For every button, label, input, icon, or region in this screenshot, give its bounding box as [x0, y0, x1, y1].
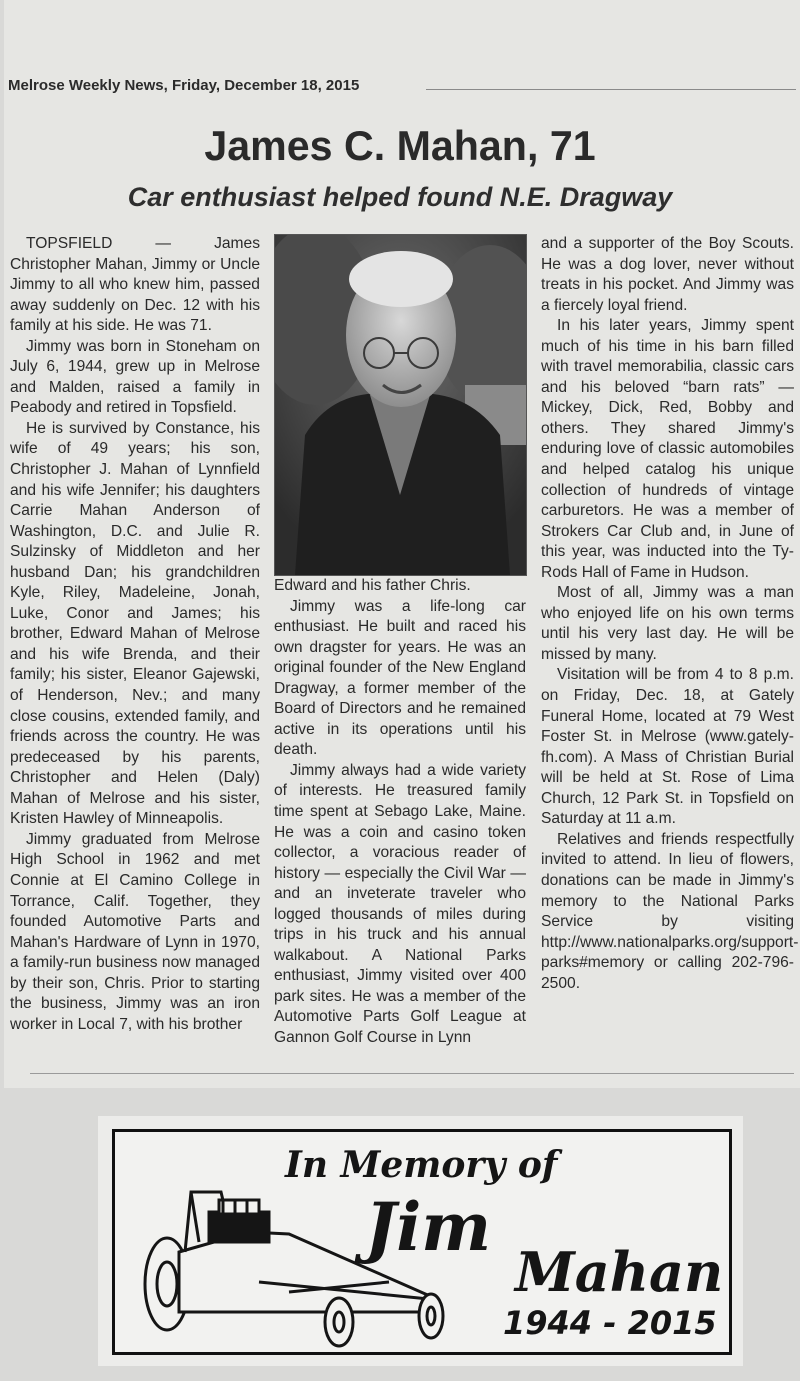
paragraph: Jimmy graduated from Melrose High School in 1962 and met Connie at El Camino College in Torrance, Calif. Together, they founded Automotive Parts and Mahan's Hardware of Lynn in 1970, a family-run business now managed by their son, Chris. Prior to starting the business, Jimmy was an iron worker in Local 7, with his brother [10, 830, 260, 1033]
masthead: Melrose Weekly News, Friday, December 18, 2015 [8, 77, 360, 94]
article-column-3 [541, 234, 799, 994]
paragraph: Relatives and friends respectfully invited to attend. In lieu of flowers, donations can be made in Jimmy's memory to the National Parks Service by visiting http://www.nationalparks.org/support-parks#memory or calling 202-796-2500. [541, 830, 799, 992]
masthead-rule [426, 89, 796, 90]
paragraph: Jimmy always had a wide variety of interests. He treasured family time spent at Sebago Lake, Maine. He was a coin and casino token collector, a voracious reader of history — especially the Civil War — and an inveterate traveler who logged thousands of miles during trips in his truck and his annual walkabout. A National Parks enthusiast, Jimmy visited over 400 park sites. He was a member of the Automotive Parts Golf League at Gannon Golf Course in Lynn [274, 761, 526, 1047]
memorial-last-name: Mahan [515, 1240, 724, 1304]
headline: James C. Mahan, 71 [204, 122, 596, 169]
portrait-photo [274, 234, 527, 576]
dragster-illustration-icon [139, 1172, 459, 1352]
subhead: Car enthusiast helped found N.E. Dragway [127, 182, 673, 212]
paragraph: TOPSFIELD — James Christopher Mahan, Jimmy or Uncle Jimmy to all who knew him, passed away suddenly on Dec. 12 with his family at his side. He was 71. [10, 235, 260, 335]
paragraph-continuation: and a supporter of the Boy Scouts. He was a dog lover, never without treats in his pocket. And Jimmy was a fiercely loyal friend. [541, 235, 794, 314]
memorial-first-name: Jim [365, 1188, 492, 1266]
bottom-rule [30, 1073, 794, 1074]
paragraph: He is survived by Constance, his wife of 49 years; his son, Christopher J. Mahan of Lynnfield and his wife Jennifer; his daughters Carrie Mahan Anderson of Washington, D.C. and Julie R. Sulzinsky of Middleton and her husband Dan; his grandchildren Kyle, Riley, Madeleine, Jonah, Luke, Conor and James; his brother, Edward Mahan of Melrose and his wife Brenda, and their family; his sister, Eleanor Gajewski, of Henderson, Nev.; and many close cousins, extended family, and friends across the country. He was predeceased by his parents, Christopher and Helen (Daly) Mahan of Melrose and his sister, Kristen Hawley of Minneapolis. [10, 419, 260, 828]
paragraph: Most of all, Jimmy was a man who enjoyed life on his own terms until his very last day. He will be missed by many. [541, 584, 794, 663]
paragraph-continuation: Edward and his father Chris. [274, 577, 471, 594]
paragraph: In his later years, Jimmy spent much of his time in his barn filled with travel memorabilia, classic cars and his beloved “barn rats” — Mickey, Dick, Red, Bobby and others. They shared Jimmy's enduring love of classic automobiles and helped catalog his unique collection of hundreds of vintage carburetors. He was a member of Strokers Car Club and, in June of this year, was inducted into the Ty-Rods Hall of Fame in Hudson. [541, 317, 794, 581]
article-column-2 [274, 576, 526, 1049]
portrait-photo-icon [275, 235, 526, 575]
memorial-years: 1944 - 2015 [503, 1304, 717, 1342]
memorial-card-frame [112, 1129, 732, 1355]
paragraph: Visitation will be from 4 to 8 p.m. on Friday, Dec. 18, at Gately Funeral Home, located at 79 West Foster St. in Melrose (www.gately-fh.com). A Mass of Christian Burial will be held at St. Rose of Lima Church, 12 Park St. in Topsfield on Saturday at 11 a.m. [541, 666, 794, 828]
memorial-heading: In Memory of [285, 1144, 558, 1186]
paragraph: Jimmy was a life-long car enthusiast. He built and raced his own dragster for years. He was an original founder of the New England Dragway, a former member of the Board of Directors and he remained active in its operations until his death. [274, 597, 526, 759]
article-column-1 [10, 234, 260, 1035]
paragraph: Jimmy was born in Stoneham on July 6, 1944, grew up in Melrose and Malden, raised a family in Peabody and retired in Topsfield. [10, 337, 260, 417]
